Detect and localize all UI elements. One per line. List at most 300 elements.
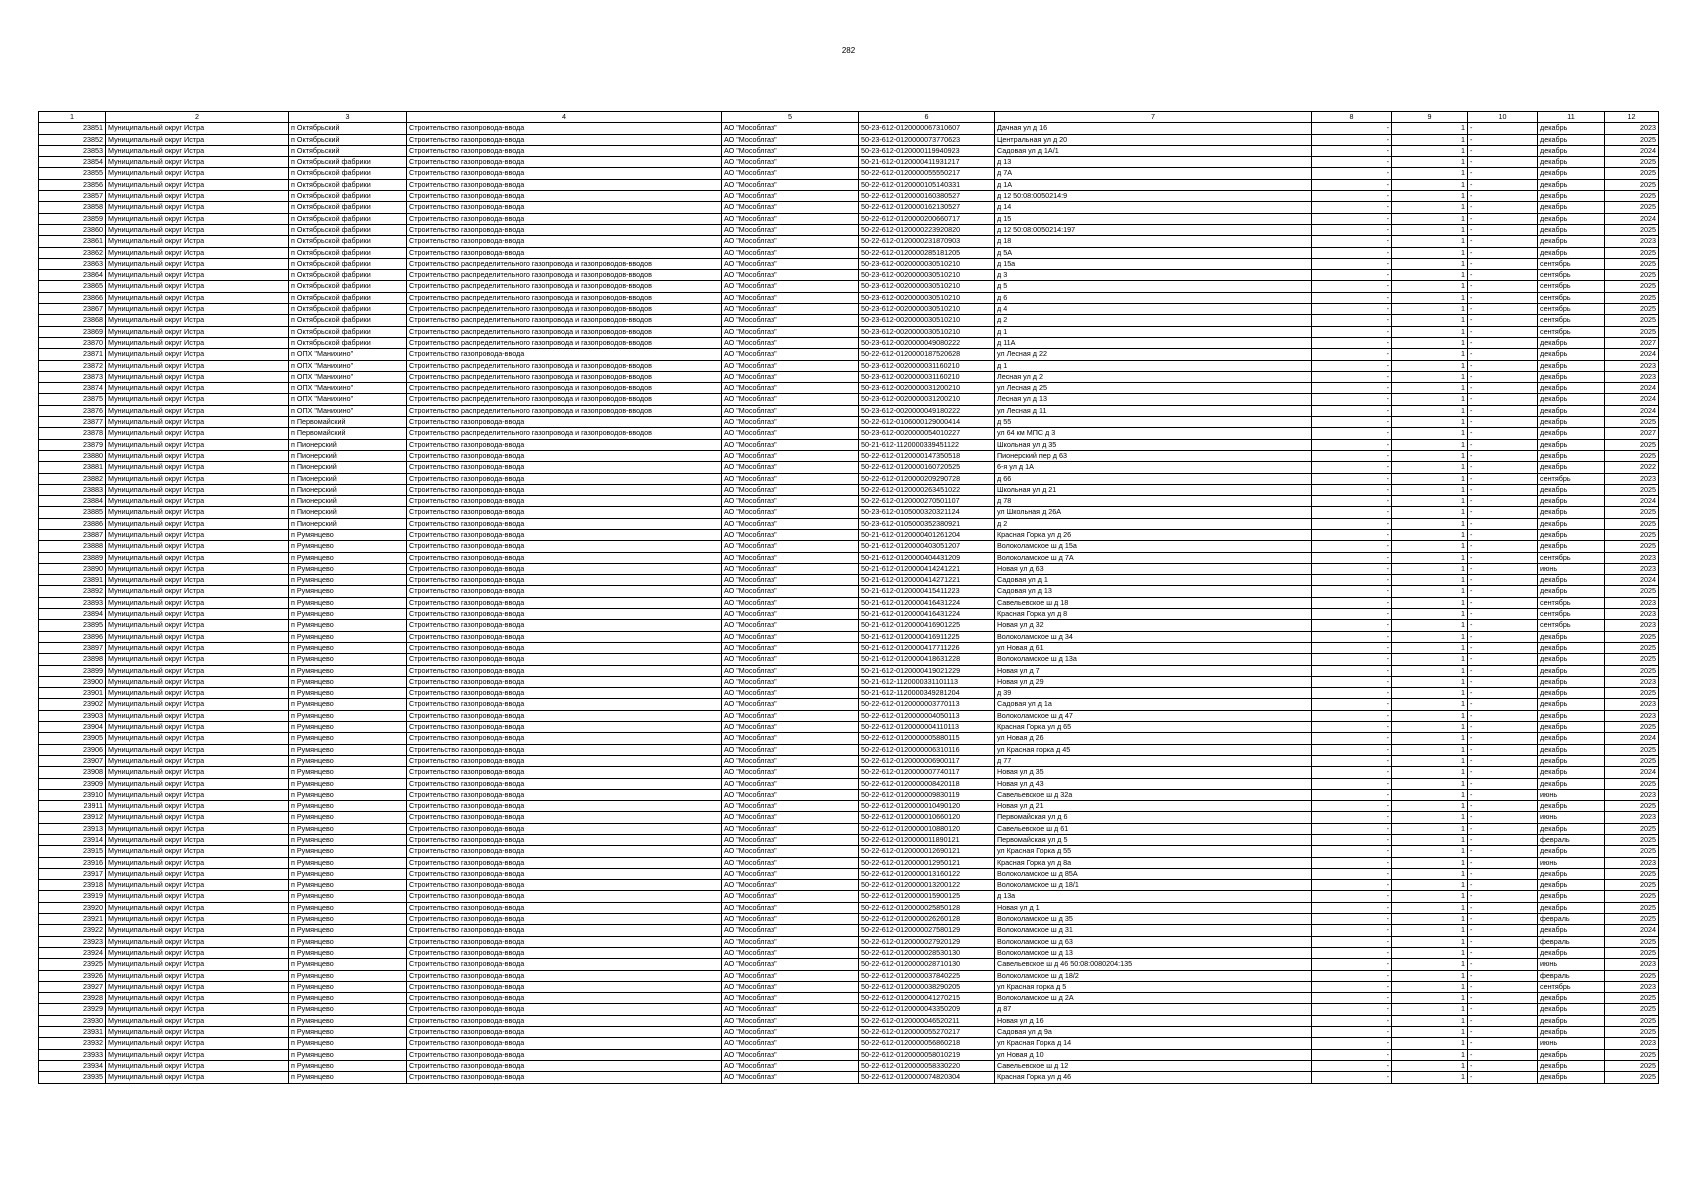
row-number: 23914 [39,835,106,846]
work-type-cell: Строительство газопровода-ввода [407,970,722,981]
row-number: 23872 [39,360,106,371]
col8-cell: - [1312,496,1392,507]
municipality-cell: Муниципальный округ Истра [106,191,289,202]
address-cell: ул Лесная д 22 [995,349,1312,360]
settlement-cell: п Румянцево [289,699,407,710]
col10-cell: - [1468,1038,1538,1049]
month-cell: декабрь [1538,247,1605,258]
col8-cell: - [1312,270,1392,281]
col8-cell: - [1312,484,1392,495]
quantity-cell: 1 [1392,405,1468,416]
table-row [39,846,1659,857]
month-cell: декабрь [1538,349,1605,360]
application-id-cell: 50-23-612-0020000031160210 [859,360,995,371]
address-cell: д 13а [995,891,1312,902]
application-id-cell: 50-21-612-0120000415411223 [859,586,995,597]
year-cell: 2024 [1605,394,1659,405]
settlement-cell: п Румянцево [289,563,407,574]
month-cell: декабрь [1538,1049,1605,1060]
quantity-cell: 1 [1392,270,1468,281]
table-row [39,823,1659,834]
address-cell: Центральная ул д 20 [995,134,1312,145]
application-id-cell: 50-21-612-0120000404431209 [859,552,995,563]
application-id-cell: 50-22-612-0120000209290728 [859,473,995,484]
data-table-container [38,111,1658,1084]
address-cell: д 77 [995,755,1312,766]
month-cell: декабрь [1538,801,1605,812]
municipality-cell: Муниципальный округ Истра [106,123,289,134]
address-cell: д 66 [995,473,1312,484]
month-cell: декабрь [1538,383,1605,394]
quantity-cell: 1 [1392,891,1468,902]
month-cell: декабрь [1538,405,1605,416]
table-row [39,473,1659,484]
col10-cell: - [1468,123,1538,134]
work-type-cell: Строительство газопровода-ввода [407,439,722,450]
year-cell: 2023 [1605,609,1659,620]
table-row [39,710,1659,721]
month-cell: декабрь [1538,722,1605,733]
work-type-cell: Строительство газопровода-ввода [407,676,722,687]
work-type-cell: Строительство газопровода-ввода [407,1027,722,1038]
quantity-cell: 1 [1392,157,1468,168]
col8-cell: - [1312,642,1392,653]
settlement-cell: п Первомайский [289,417,407,428]
application-id-cell: 50-22-612-0120000004050113 [859,710,995,721]
work-type-cell: Строительство газопровода-ввода [407,134,722,145]
settlement-cell: п Октябрьской фабрики [289,337,407,348]
application-id-cell: 50-21-612-0120000411931217 [859,157,995,168]
table-body [39,123,1659,1083]
quantity-cell: 1 [1392,959,1468,970]
year-cell: 2025 [1605,179,1659,190]
month-cell: декабрь [1538,654,1605,665]
row-number: 23898 [39,654,106,665]
month-cell: сентябрь [1538,258,1605,269]
month-cell: декабрь [1538,213,1605,224]
work-type-cell: Строительство газопровода-ввода [407,891,722,902]
table-row [39,123,1659,134]
col8-cell: - [1312,417,1392,428]
address-cell: д 14 [995,202,1312,213]
table-row [39,439,1659,450]
col10-cell: - [1468,394,1538,405]
col8-cell: - [1312,575,1392,586]
organization-cell: АО "Мособлгаз" [722,699,859,710]
application-id-cell: 50-22-612-0120000012690121 [859,846,995,857]
municipality-cell: Муниципальный округ Истра [106,1038,289,1049]
quantity-cell: 1 [1392,1004,1468,1015]
organization-cell: АО "Мособлгаз" [722,1038,859,1049]
quantity-cell: 1 [1392,349,1468,360]
work-type-cell: Строительство распределительного газопровода и газопроводов-вводов [407,281,722,292]
municipality-cell: Муниципальный округ Истра [106,473,289,484]
application-id-cell: 50-22-612-0120000058330220 [859,1060,995,1071]
table-row [39,801,1659,812]
table-row [39,145,1659,156]
table-row [39,1004,1659,1015]
table-row [39,326,1659,337]
organization-cell: АО "Мособлгаз" [722,665,859,676]
month-cell: декабрь [1538,123,1605,134]
row-number: 23861 [39,236,106,247]
organization-cell: АО "Мособлгаз" [722,383,859,394]
work-type-cell: Строительство распределительного газопровода и газопроводов-вводов [407,304,722,315]
quantity-cell: 1 [1392,609,1468,620]
year-cell: 2025 [1605,722,1659,733]
work-type-cell: Строительство газопровода-ввода [407,767,722,778]
work-type-cell: Строительство газопровода-ввода [407,145,722,156]
col8-cell: - [1312,145,1392,156]
application-id-cell: 50-23-612-0020000054010227 [859,428,995,439]
settlement-cell: п Пионерский [289,484,407,495]
month-cell: декабрь [1538,529,1605,540]
col10-cell: - [1468,981,1538,992]
row-number: 23929 [39,1004,106,1015]
quantity-cell: 1 [1392,529,1468,540]
row-number: 23875 [39,394,106,405]
application-id-cell: 50-22-612-0120000007740117 [859,767,995,778]
year-cell: 2025 [1605,304,1659,315]
table-row [39,936,1659,947]
settlement-cell: п Румянцево [289,642,407,653]
application-id-cell: 50-21-612-0120000401261204 [859,529,995,540]
table-row [39,1072,1659,1083]
work-type-cell: Строительство газопровода-ввода [407,1072,722,1083]
application-id-cell: 50-21-612-0120000416911225 [859,631,995,642]
column-header: 7 [995,112,1312,123]
col10-cell: - [1468,529,1538,540]
municipality-cell: Муниципальный округ Истра [106,902,289,913]
col10-cell: - [1468,405,1538,416]
row-number: 23915 [39,846,106,857]
municipality-cell: Муниципальный округ Истра [106,936,289,947]
work-type-cell: Строительство газопровода-ввода [407,868,722,879]
table-row [39,676,1659,687]
col8-cell: - [1312,835,1392,846]
settlement-cell: п Октябрьской фабрики [289,168,407,179]
table-row [39,654,1659,665]
application-id-cell: 50-22-612-0120000003770113 [859,699,995,710]
table-row [39,902,1659,913]
address-cell: д 5А [995,247,1312,258]
work-type-cell: Строительство газопровода-ввода [407,518,722,529]
month-cell: февраль [1538,835,1605,846]
municipality-cell: Муниципальный округ Истра [106,597,289,608]
col10-cell: - [1468,315,1538,326]
organization-cell: АО "Мособлгаз" [722,337,859,348]
settlement-cell: п Октябрьской фабрики [289,304,407,315]
quantity-cell: 1 [1392,552,1468,563]
organization-cell: АО "Мособлгаз" [722,835,859,846]
work-type-cell: Строительство газопровода-ввода [407,914,722,925]
address-cell: д 2 [995,315,1312,326]
col10-cell: - [1468,371,1538,382]
col8-cell: - [1312,258,1392,269]
address-cell: Новая ул д 29 [995,676,1312,687]
application-id-cell: 50-22-612-0120000285181205 [859,247,995,258]
col10-cell: - [1468,812,1538,823]
quantity-cell: 1 [1392,507,1468,518]
address-cell: Школьная ул д 21 [995,484,1312,495]
organization-cell: АО "Мособлгаз" [722,597,859,608]
col8-cell: - [1312,315,1392,326]
address-cell: 6-я ул д 1А [995,462,1312,473]
quantity-cell: 1 [1392,563,1468,574]
organization-cell: АО "Мособлгаз" [722,947,859,958]
quantity-cell: 1 [1392,620,1468,631]
address-cell: Волоколамское ш д 18/2 [995,970,1312,981]
row-number: 23925 [39,959,106,970]
settlement-cell: п Пионерский [289,496,407,507]
row-number: 23866 [39,292,106,303]
application-id-cell: 50-23-612-0020000049080222 [859,337,995,348]
application-id-cell: 50-22-612-0120000028530130 [859,947,995,958]
address-cell: д 18 [995,236,1312,247]
col10-cell: - [1468,247,1538,258]
row-number: 23930 [39,1015,106,1026]
application-id-cell: 50-23-612-0020000030510210 [859,270,995,281]
quantity-cell: 1 [1392,168,1468,179]
row-number: 23891 [39,575,106,586]
row-number: 23894 [39,609,106,620]
table-row [39,383,1659,394]
col10-cell: - [1468,642,1538,653]
year-cell: 2025 [1605,202,1659,213]
col8-cell: - [1312,823,1392,834]
work-type-cell: Строительство распределительного газопровода и газопроводов-вводов [407,326,722,337]
application-id-cell: 50-22-612-0120000055550217 [859,168,995,179]
work-type-cell: Строительство газопровода-ввода [407,191,722,202]
table-row [39,134,1659,145]
organization-cell: АО "Мособлгаз" [722,213,859,224]
month-cell: декабрь [1538,1072,1605,1083]
month-cell: июнь [1538,563,1605,574]
settlement-cell: п Октябрьской фабрики [289,315,407,326]
month-cell: сентябрь [1538,620,1605,631]
col10-cell: - [1468,710,1538,721]
organization-cell: АО "Мособлгаз" [722,812,859,823]
table-row [39,270,1659,281]
month-cell: декабрь [1538,676,1605,687]
organization-cell: АО "Мособлгаз" [722,755,859,766]
application-id-cell: 50-22-612-0120000006900117 [859,755,995,766]
month-cell: февраль [1538,914,1605,925]
quantity-cell: 1 [1392,337,1468,348]
month-cell: декабрь [1538,224,1605,235]
col10-cell: - [1468,631,1538,642]
col8-cell: - [1312,925,1392,936]
municipality-cell: Муниципальный округ Истра [106,337,289,348]
month-cell: июнь [1538,789,1605,800]
year-cell: 2023 [1605,360,1659,371]
col10-cell: - [1468,902,1538,913]
organization-cell: АО "Мособлгаз" [722,1060,859,1071]
municipality-cell: Муниципальный округ Истра [106,835,289,846]
address-cell: Красная Горка ул д 8 [995,609,1312,620]
settlement-cell: п Румянцево [289,620,407,631]
application-id-cell: 50-22-612-0120000015900125 [859,891,995,902]
col10-cell: - [1468,699,1538,710]
table-row [39,733,1659,744]
application-id-cell: 50-22-612-0120000026260128 [859,914,995,925]
table-row [39,191,1659,202]
col8-cell: - [1312,767,1392,778]
month-cell: декабрь [1538,450,1605,461]
table-row [39,891,1659,902]
year-cell: 2025 [1605,541,1659,552]
row-number: 23907 [39,755,106,766]
year-cell: 2027 [1605,337,1659,348]
municipality-cell: Муниципальный округ Истра [106,857,289,868]
col10-cell: - [1468,947,1538,958]
application-id-cell: 50-22-612-0120000055270217 [859,1027,995,1038]
work-type-cell: Строительство распределительного газопровода и газопроводов-вводов [407,394,722,405]
quantity-cell: 1 [1392,213,1468,224]
address-cell: д 78 [995,496,1312,507]
municipality-cell: Муниципальный округ Истра [106,371,289,382]
quantity-cell: 1 [1392,1038,1468,1049]
column-header: 3 [289,112,407,123]
quantity-cell: 1 [1392,202,1468,213]
application-id-cell: 50-23-612-0020000049180222 [859,405,995,416]
col8-cell: - [1312,236,1392,247]
table-row [39,609,1659,620]
col10-cell: - [1468,789,1538,800]
address-cell: д 13 [995,157,1312,168]
quantity-cell: 1 [1392,541,1468,552]
settlement-cell: п Румянцево [289,947,407,958]
work-type-cell: Строительство газопровода-ввода [407,1060,722,1071]
quantity-cell: 1 [1392,191,1468,202]
organization-cell: АО "Мособлгаз" [722,880,859,891]
month-cell: июнь [1538,857,1605,868]
col8-cell: - [1312,857,1392,868]
col8-cell: - [1312,846,1392,857]
application-id-cell: 50-22-612-0120000038290205 [859,981,995,992]
municipality-cell: Муниципальный округ Истра [106,383,289,394]
col8-cell: - [1312,755,1392,766]
col10-cell: - [1468,993,1538,1004]
municipality-cell: Муниципальный округ Истра [106,642,289,653]
table-row [39,281,1659,292]
municipality-cell: Муниципальный округ Истра [106,722,289,733]
quantity-cell: 1 [1392,439,1468,450]
quantity-cell: 1 [1392,936,1468,947]
address-cell: ул Красная Горка д 14 [995,1038,1312,1049]
col10-cell: - [1468,575,1538,586]
row-number: 23863 [39,258,106,269]
col8-cell: - [1312,541,1392,552]
organization-cell: АО "Мособлгаз" [722,868,859,879]
settlement-cell: п Румянцево [289,1004,407,1015]
settlement-cell: п Румянцево [289,835,407,846]
year-cell: 2025 [1605,1072,1659,1083]
year-cell: 2023 [1605,371,1659,382]
col10-cell: - [1468,292,1538,303]
month-cell: декабрь [1538,462,1605,473]
organization-cell: АО "Мособлгаз" [722,304,859,315]
settlement-cell: п Октябрьской фабрики [289,213,407,224]
col10-cell: - [1468,722,1538,733]
month-cell: декабрь [1538,191,1605,202]
quantity-cell: 1 [1392,597,1468,608]
month-cell: декабрь [1538,823,1605,834]
settlement-cell: п Румянцево [289,1027,407,1038]
organization-cell: АО "Мособлгаз" [722,292,859,303]
row-number: 23905 [39,733,106,744]
settlement-cell: п Румянцево [289,688,407,699]
column-header: 12 [1605,112,1659,123]
table-row [39,563,1659,574]
quantity-cell: 1 [1392,258,1468,269]
organization-cell: АО "Мособлгаз" [722,744,859,755]
table-row [39,857,1659,868]
col8-cell: - [1312,179,1392,190]
municipality-cell: Муниципальный округ Истра [106,563,289,574]
application-id-cell: 50-22-612-0120000010660120 [859,812,995,823]
settlement-cell: п Октябрьский [289,145,407,156]
col10-cell: - [1468,541,1538,552]
year-cell: 2025 [1605,654,1659,665]
col10-cell: - [1468,880,1538,891]
organization-cell: АО "Мособлгаз" [722,236,859,247]
address-cell: д 1 [995,326,1312,337]
application-id-cell: 50-21-612-0120000418631228 [859,654,995,665]
settlement-cell: п Октябрьский [289,123,407,134]
work-type-cell: Строительство газопровода-ввода [407,755,722,766]
row-number: 23902 [39,699,106,710]
address-cell: Волоколамское ш д 47 [995,710,1312,721]
work-type-cell: Строительство газопровода-ввода [407,563,722,574]
application-id-cell: 50-22-612-0120000013160122 [859,868,995,879]
municipality-cell: Муниципальный округ Истра [106,823,289,834]
address-cell: Садовая ул д 9а [995,1027,1312,1038]
municipality-cell: Муниципальный округ Истра [106,417,289,428]
row-number: 23859 [39,213,106,224]
quantity-cell: 1 [1392,947,1468,958]
quantity-cell: 1 [1392,224,1468,235]
row-number: 23882 [39,473,106,484]
work-type-cell: Строительство газопровода-ввода [407,925,722,936]
municipality-cell: Муниципальный округ Истра [106,993,289,1004]
organization-cell: АО "Мособлгаз" [722,1027,859,1038]
row-number: 23917 [39,868,106,879]
col10-cell: - [1468,337,1538,348]
work-type-cell: Строительство газопровода-ввода [407,473,722,484]
settlement-cell: п Румянцево [289,597,407,608]
application-id-cell: 50-22-612-0120000160720525 [859,462,995,473]
address-cell: Волоколамское ш д 2А [995,993,1312,1004]
address-cell: Красная Горка ул д 8а [995,857,1312,868]
municipality-cell: Муниципальный округ Истра [106,292,289,303]
application-id-cell: 50-23-612-0120000067310607 [859,123,995,134]
work-type-cell: Строительство газопровода-ввода [407,947,722,958]
settlement-cell: п ОПХ "Манихино" [289,360,407,371]
col10-cell: - [1468,349,1538,360]
row-number: 23897 [39,642,106,653]
address-cell: Волоколамское ш д 35 [995,914,1312,925]
work-type-cell: Строительство газопровода-ввода [407,993,722,1004]
organization-cell: АО "Мособлгаз" [722,224,859,235]
row-number: 23900 [39,676,106,687]
col10-cell: - [1468,835,1538,846]
organization-cell: АО "Мособлгаз" [722,202,859,213]
col8-cell: - [1312,1004,1392,1015]
municipality-cell: Муниципальный округ Истра [106,744,289,755]
organization-cell: АО "Мособлгаз" [722,529,859,540]
col8-cell: - [1312,936,1392,947]
